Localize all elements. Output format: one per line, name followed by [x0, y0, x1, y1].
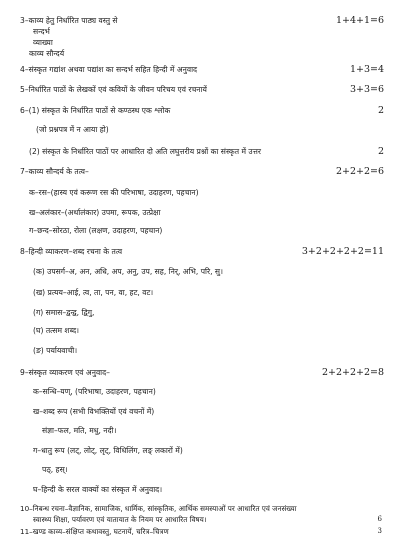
item-3-marks: 1+4+1=6 [335, 15, 384, 26]
item-4 [0, 63, 402, 76]
item-3-sub-sandarbh: सन्दर्भ [33, 27, 50, 36]
item-5-text: 5–निर्धारित पाठों के लेखकों एवं कवियों के जीवन परिचय एवं रचनायें [20, 85, 207, 94]
item-7 [0, 165, 402, 178]
item-11-marks: 3 [377, 527, 382, 535]
item-8-c: (ग) समास–द्वन्द्व, द्विगु, [33, 308, 95, 317]
item-10-marks: 6 [377, 515, 382, 523]
item-7-b: ख–अलंकार–(अर्थालंकार) उपमा, रूपक, उत्प्रेक्षा [29, 208, 161, 217]
item-6-1-note: (जो प्रश्नपत्र में न आया हो) [36, 125, 109, 134]
item-9-b: ख–शब्द रूप (सभी विभक्तियों एवं वचनों में) [33, 407, 155, 416]
item-8-b: (ख) प्रत्यय–आई, त्व, ता, पन, वा, हट, वट। [33, 288, 154, 297]
item-3-sub-saundarya: काव्य सौन्दर्य [29, 49, 65, 58]
item-6-2-marks: 2 [377, 146, 384, 157]
item-6-1-marks: 2 [377, 105, 384, 116]
item-6-1-text: 6–(1) संस्कृत के निर्धारित पाठों से कण्ठस्थ एक श्लोक [20, 106, 171, 115]
item-8 [0, 245, 402, 258]
item-9-c: ग–धातु रूप (लट्, लोट्, लृट्, विधिलिंग, लङ् लकारों में) [33, 446, 183, 455]
item-9-c-roots: पठ्, हस्। [42, 465, 68, 474]
item-4-marks: 1+3=4 [349, 64, 384, 75]
item-3-sub-vyakhya: व्याख्या [33, 38, 53, 47]
item-7-marks: 2+2+2=6 [335, 166, 384, 177]
item-6-1 [0, 104, 402, 117]
item-9-b-noun: संज्ञा–फल, मति, मधु, नदी। [42, 426, 117, 435]
item-6-2 [0, 145, 402, 158]
item-9-text: 9–संस्कृत व्याकरण एवं अनुवाद– [20, 368, 110, 377]
item-9 [0, 366, 402, 379]
item-10-line-2: स्वास्थ्य शिक्षा, पर्यावरण एवं यातायात के नियम पर आधारित विषय। 6 [33, 515, 382, 524]
item-11 [0, 525, 402, 538]
item-3-text: 3–काव्य हेतु निर्धारित पाठ्य वस्तु से [20, 16, 118, 25]
item-5 [0, 83, 402, 96]
item-5-marks: 3+3=6 [349, 84, 384, 95]
item-8-text: 8–हिन्दी व्याकरण–शब्द रचना के तत्व [20, 247, 123, 256]
item-8-marks: 3+2+2+2+2=11 [301, 246, 384, 257]
item-9-a: क–सन्धि–यण्, (परिभाषा, उदाहरण, पहचान) [33, 387, 156, 396]
item-8-d: (घ) तत्सम शब्द। [33, 326, 80, 335]
item-7-text: 7–काव्य सौन्दर्य के तत्व– [20, 167, 89, 176]
item-7-a: क–रस–(हास्य एवं करूण रस की परिभाषा, उदाहरण, पहचान) [29, 188, 199, 197]
item-8-a: (क) उपसर्ग–अ, अन, अधि, अप, अनु, उप, सह, निर्, अभि, परि, सु। [33, 267, 223, 276]
item-9-marks: 2+2+2+2=8 [321, 367, 384, 378]
item-4-text: 4–संस्कृत गद्यांश अथवा पद्यांश का सन्दर्भ सहित हिन्दी में अनुवाद [20, 65, 198, 74]
item-7-c: ग–छन्द–सोरठा, रोला (लक्षण, उदाहरण, पहचान) [29, 226, 163, 235]
item-11-text: 11–खण्ड काव्य–संक्षिप्त कथावस्तु, घटनायें, चरित्र–चित्रण [20, 527, 169, 536]
item-9-d: घ–हिन्दी के सरल वाक्यों का संस्कृत में अनुवाद। [33, 485, 163, 494]
item-8-e: (ङ) पर्यायवाची। [33, 346, 78, 355]
item-6-2-text: (2) संस्कृत के निर्धारित पाठों पर आधारित दो अति लघुत्तरीय प्रश्नों का संस्कृत में उत्तर [29, 147, 261, 156]
item-10-text: 10–निबन्ध रचना–वैज्ञानिक, सामाजिक, धार्मिक, सांस्कृतिक, आर्थिक समस्याओं पर आधारित एवं जनसंख्या [20, 504, 297, 513]
